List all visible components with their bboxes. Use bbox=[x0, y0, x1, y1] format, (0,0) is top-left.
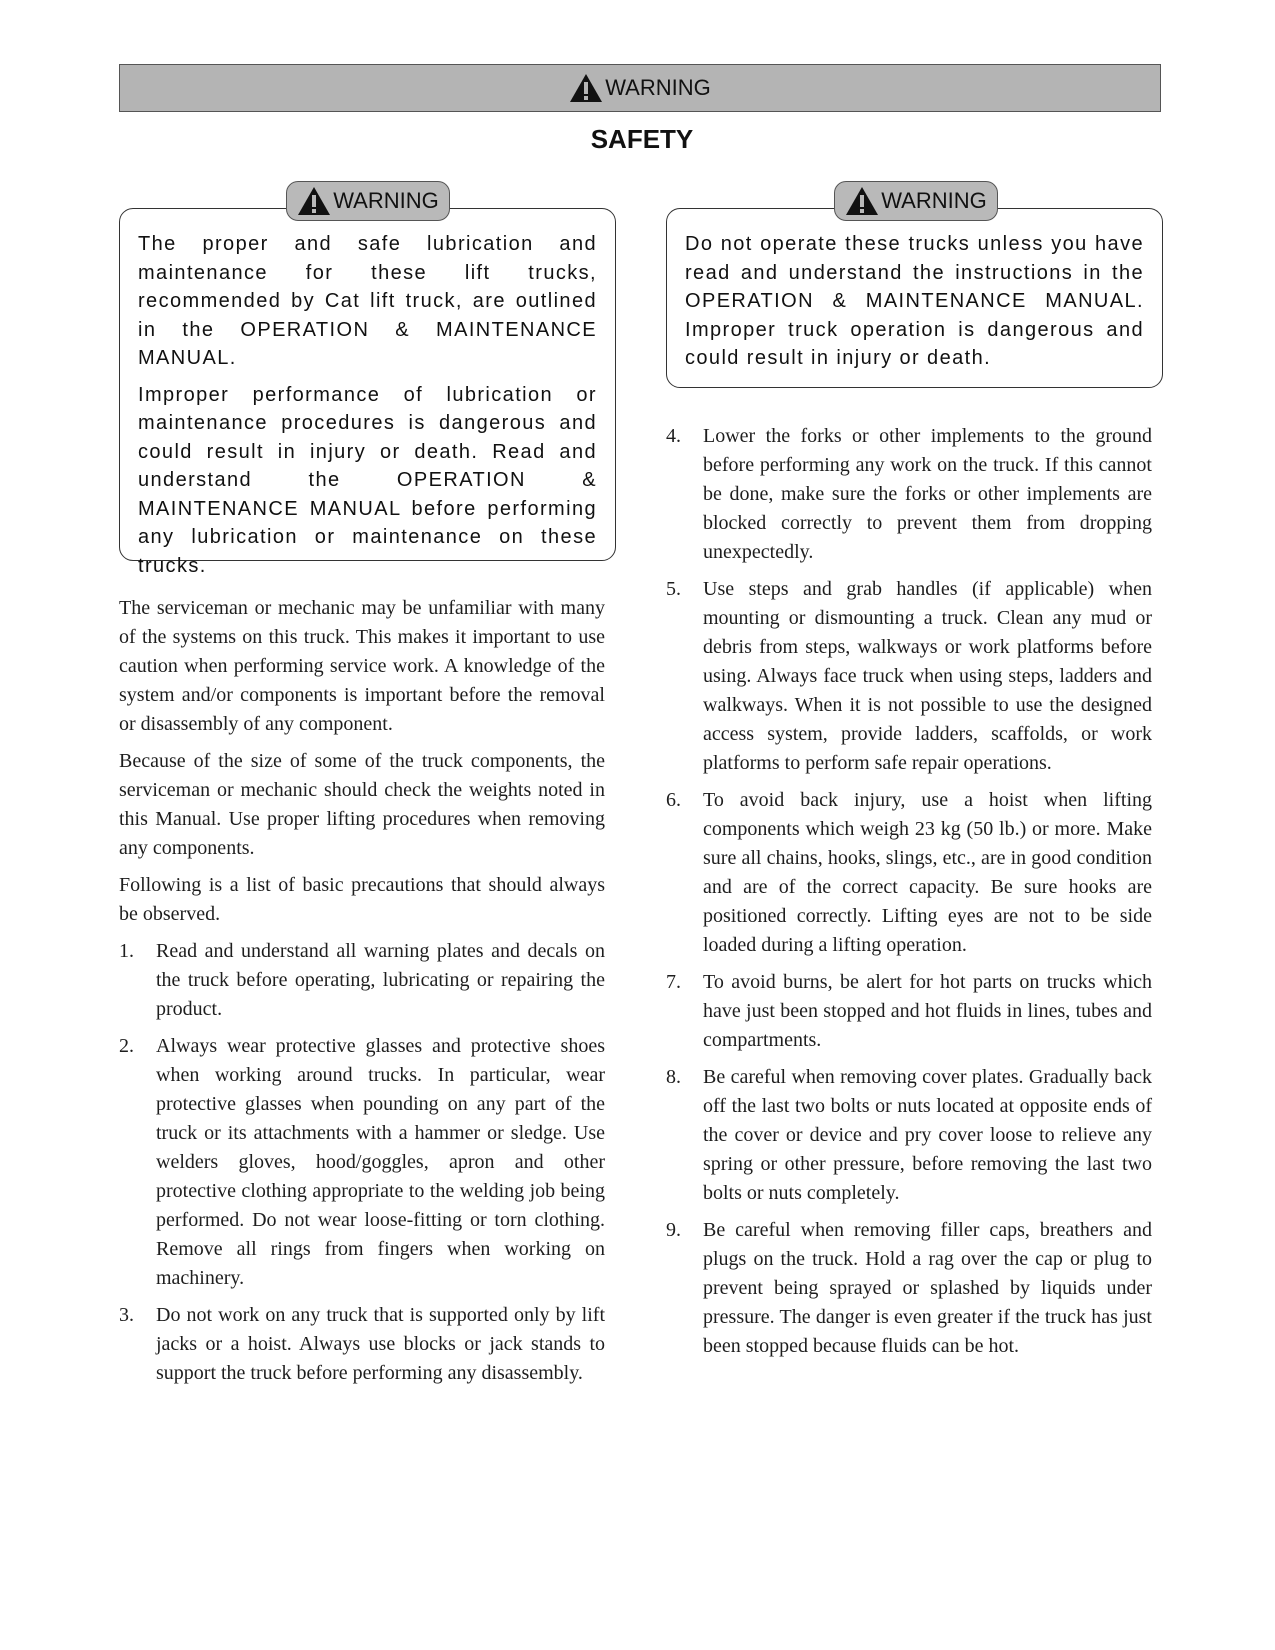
precaution-item bbox=[119, 1301, 605, 1388]
precaution-item bbox=[666, 575, 1152, 778]
precaution-number: 1. bbox=[119, 940, 134, 962]
warning-banner bbox=[119, 64, 1161, 112]
warning-tab-left bbox=[286, 181, 450, 221]
intro-paragraph-3: Following is a list of basic precautions that should always be observed. bbox=[119, 874, 605, 925]
precaution-text: Use steps and grab handles (if applicable) when mounting or dismounting a truck. Clean any mud or debris from steps, walkways or work platforms before using. Always face truck when using steps, ladders and walkways. When it is not possible to use the designed access system, provide ladders, scaffolds, or work platforms to perform safe repair operations. bbox=[703, 578, 1152, 774]
precaution-text: Be careful when removing cover plates. Gradually back off the last two bolts or nuts located at opposite ends of the cover or device and pry cover loose to relieve any spring or other pressure, before removing the last two bolts or nuts completely. bbox=[703, 1066, 1152, 1204]
precaution-list-right bbox=[666, 422, 1152, 1361]
intro-paragraph-1: The serviceman or mechanic may be unfamiliar with many of the systems on this truck. This makes it important to use caution when performing service work. A knowledge of the system and/or components is important before the removal or disassembly of any component. bbox=[119, 597, 605, 735]
precaution-number: 3. bbox=[119, 1304, 134, 1326]
warning-triangle-icon bbox=[569, 73, 603, 103]
precaution-item bbox=[119, 937, 605, 1024]
warning-triangle-icon bbox=[297, 186, 331, 216]
precaution-item bbox=[666, 786, 1152, 960]
warning-triangle-icon bbox=[845, 186, 879, 216]
precaution-number: 6. bbox=[666, 789, 681, 811]
precaution-item bbox=[666, 1216, 1152, 1361]
precaution-text: Read and understand all warning plates and decals on the truck before operating, lubricating or repairing the product. bbox=[156, 940, 605, 1020]
precaution-item bbox=[666, 1063, 1152, 1208]
left-column bbox=[119, 594, 605, 1396]
precaution-number: 9. bbox=[666, 1219, 681, 1241]
precaution-number: 2. bbox=[119, 1035, 134, 1057]
precaution-item bbox=[666, 968, 1152, 1055]
precaution-text: To avoid burns, be alert for hot parts on trucks which have just been stopped and hot fluids in lines, tubes and compartments. bbox=[703, 971, 1152, 1051]
precaution-number: 5. bbox=[666, 578, 681, 600]
precaution-number: 8. bbox=[666, 1066, 681, 1088]
precaution-list-left bbox=[119, 937, 605, 1388]
precaution-number: 7. bbox=[666, 971, 681, 993]
warning-box-left bbox=[119, 208, 616, 577]
warning-tab-right bbox=[834, 181, 998, 221]
warning-tab-left-label: WARNING bbox=[333, 188, 439, 213]
precaution-number: 4. bbox=[666, 425, 681, 447]
warning-right-paragraph-1: Do not operate these trucks unless you have read and understand the instructions in the OPERATION & MAINTENANCE MANUAL. Improper truck operation is dangerous and could result in injury or death. bbox=[685, 233, 1144, 369]
precaution-text: Do not work on any truck that is supported only by lift jacks or a hoist. Always use blocks or jack stands to support the truck before performing any disassembly. bbox=[156, 1304, 605, 1384]
warning-tab-right-label: WARNING bbox=[881, 188, 987, 213]
precaution-text: To avoid back injury, use a hoist when lifting components which weigh 23 kg (50 lb.) or more. Make sure all chains, hooks, slings, etc., are in good condition and are of the correct capacity. Be sure hooks are positioned correctly. Lifting eyes are not to be side loaded during a lifting operation. bbox=[703, 789, 1152, 956]
intro-paragraph-2: Because of the size of some of the truck components, the serviceman or mechanic should check the weights noted in this Manual. Use proper lifting procedures when removing any components. bbox=[119, 750, 605, 859]
warning-box-right bbox=[666, 208, 1163, 388]
warning-banner-label bbox=[569, 73, 711, 103]
precaution-text: Lower the forks or other implements to the ground before performing any work on the truck. If this cannot be done, make sure the forks or other implements are blocked correctly to prevent them from dropping unexpectedly. bbox=[703, 425, 1152, 563]
precaution-item bbox=[119, 1032, 605, 1293]
precaution-item bbox=[666, 422, 1152, 567]
warning-left-paragraph-2: Improper performance of lubrication or maintenance procedures is dangerous and could result in injury or death. Read and understand the OPERATION & MAINTENANCE MANUAL before performing any lubrication or maintenance on these trucks. bbox=[138, 383, 597, 577]
warning-banner-text: WARNING bbox=[605, 75, 711, 100]
warning-left-paragraph-1: The proper and safe lubrication and maintenance for these lift trucks, recommended by Cat lift truck, are outlined in the OPERATION & MAINTENANCE MANUAL. bbox=[138, 233, 597, 369]
right-column bbox=[666, 422, 1152, 1369]
precaution-text: Be careful when removing filler caps, breathers and plugs on the truck. Hold a rag over the cap or plug to prevent being sprayed or splashed by liquids under pressure. The danger is even greater if the truck has just been stopped because fluids can be hot. bbox=[703, 1219, 1152, 1357]
page-title: SAFETY bbox=[590, 124, 694, 154]
precaution-text: Always wear protective glasses and protective shoes when working around trucks. In particular, wear protective glasses when pounding on any part of the truck or its attachments with a hammer or sledge. Use welders gloves, hood/goggles, apron and other protective clothing appropriate to the welding job being performed. Do not wear loose-fitting or torn clothing. Remove all rings from fingers when working on machinery. bbox=[156, 1035, 605, 1289]
